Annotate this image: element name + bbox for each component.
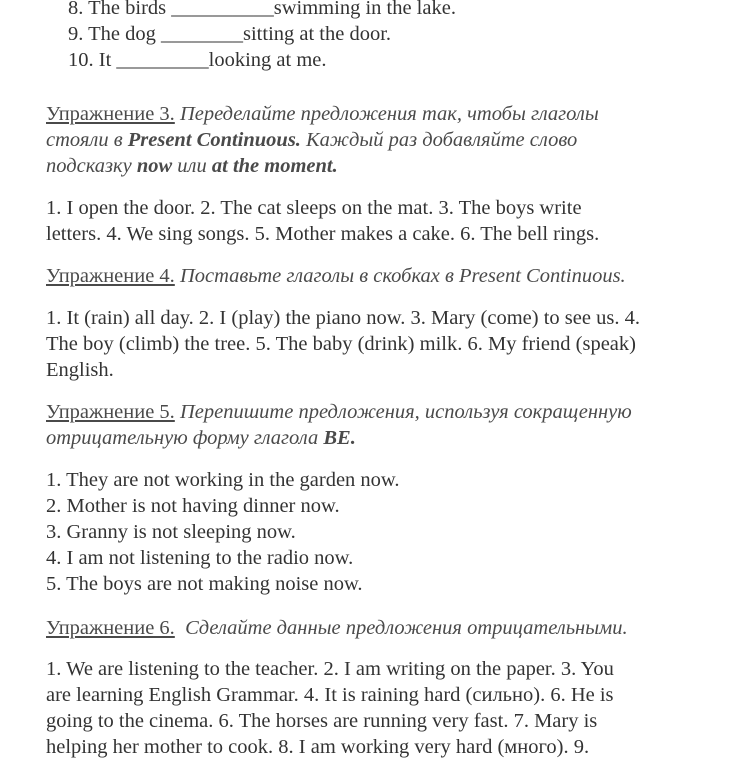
exercise-3-instruction: Переделайте предложения так, чтобы глаголы <box>179 103 599 125</box>
exercise-5-body-line: 2. Mother is not having dinner now. <box>46 495 340 517</box>
list-item: 8. The birds __________swimming in the lake. <box>68 0 456 19</box>
exercise-3-heading <box>46 103 599 126</box>
exercise-5-instruction: Перепишите предложения, используя сокращенную <box>174 401 632 423</box>
heading-text: Каждый раз добавляйте слово <box>300 129 578 151</box>
exercise-5-heading <box>46 401 632 424</box>
heading-bold-text: now <box>136 155 173 177</box>
exercise-5-body-line: 4. I am not listening to the radio now. <box>46 547 354 569</box>
heading-text: подсказку <box>46 155 137 177</box>
heading-text: или <box>172 155 212 177</box>
exercise-5-label: Упражнение 5. <box>46 401 175 423</box>
exercise-6-body-line: going to the cinema. 6. The horses are running very fast. 7. Mary is <box>46 710 598 732</box>
list-item: 9. The dog ________sitting at the door. <box>68 23 392 45</box>
exercise-6-heading <box>46 617 628 640</box>
exercise-3-label: Упражнение 3. <box>46 103 175 125</box>
exercise-3-body-line: letters. 4. We sing songs. 5. Mother makes a cake. 6. The bell rings. <box>46 223 600 245</box>
exercise-5-body-line: 1. They are not working in the garden now. <box>46 469 400 491</box>
heading-text: отрицательную форму глагола <box>46 427 324 449</box>
exercise-6-body-line: helping her mother to cook. 8. I am working very hard (много). 9. <box>46 736 590 758</box>
heading-bold-text: BE. <box>323 427 356 449</box>
exercise-6-body-line: are learning English Grammar. 4. It is raining hard (сильно). 6. He is <box>46 684 614 706</box>
exercise-6-label: Упражнение 6. <box>46 617 175 639</box>
exercise-3-heading-line3 <box>46 155 338 178</box>
exercise-5-body-line: 3. Granny is not sleeping now. <box>46 521 296 543</box>
exercise-4-instruction: Поставьте глаголы в скобках в Present Continuous. <box>174 265 626 287</box>
exercise-6-body-line: 1. We are listening to the teacher. 2. I am writing on the paper. 3. You <box>46 658 614 680</box>
exercise-4-body-line: English. <box>46 359 114 381</box>
exercise-4-body-line: The boy (climb) the tree. 5. The baby (drink) milk. 6. My friend (speak) <box>46 333 636 355</box>
heading-bold-text: Present Continuous. <box>127 129 301 151</box>
exercise-3-body-line: 1. I open the door. 2. The cat sleeps on the mat. 3. The boys write <box>46 197 582 219</box>
exercise-4-label: Упражнение 4. <box>46 265 175 287</box>
exercise-5-heading-line2 <box>46 427 356 450</box>
list-item: 10. It _________looking at me. <box>68 49 327 71</box>
exercise-4-heading <box>46 265 626 288</box>
exercise-3-heading-line2 <box>46 129 577 152</box>
heading-text: стояли в <box>46 129 128 151</box>
exercise-4-body-line: 1. It (rain) all day. 2. I (play) the piano now. 3. Mary (come) to see us. 4. <box>46 307 640 329</box>
heading-bold-text: at the moment. <box>211 155 338 177</box>
exercise-6-instruction: Сделайте данные предложения отрицательными. <box>174 617 628 639</box>
exercise-5-body-line: 5. The boys are not making noise now. <box>46 573 363 595</box>
